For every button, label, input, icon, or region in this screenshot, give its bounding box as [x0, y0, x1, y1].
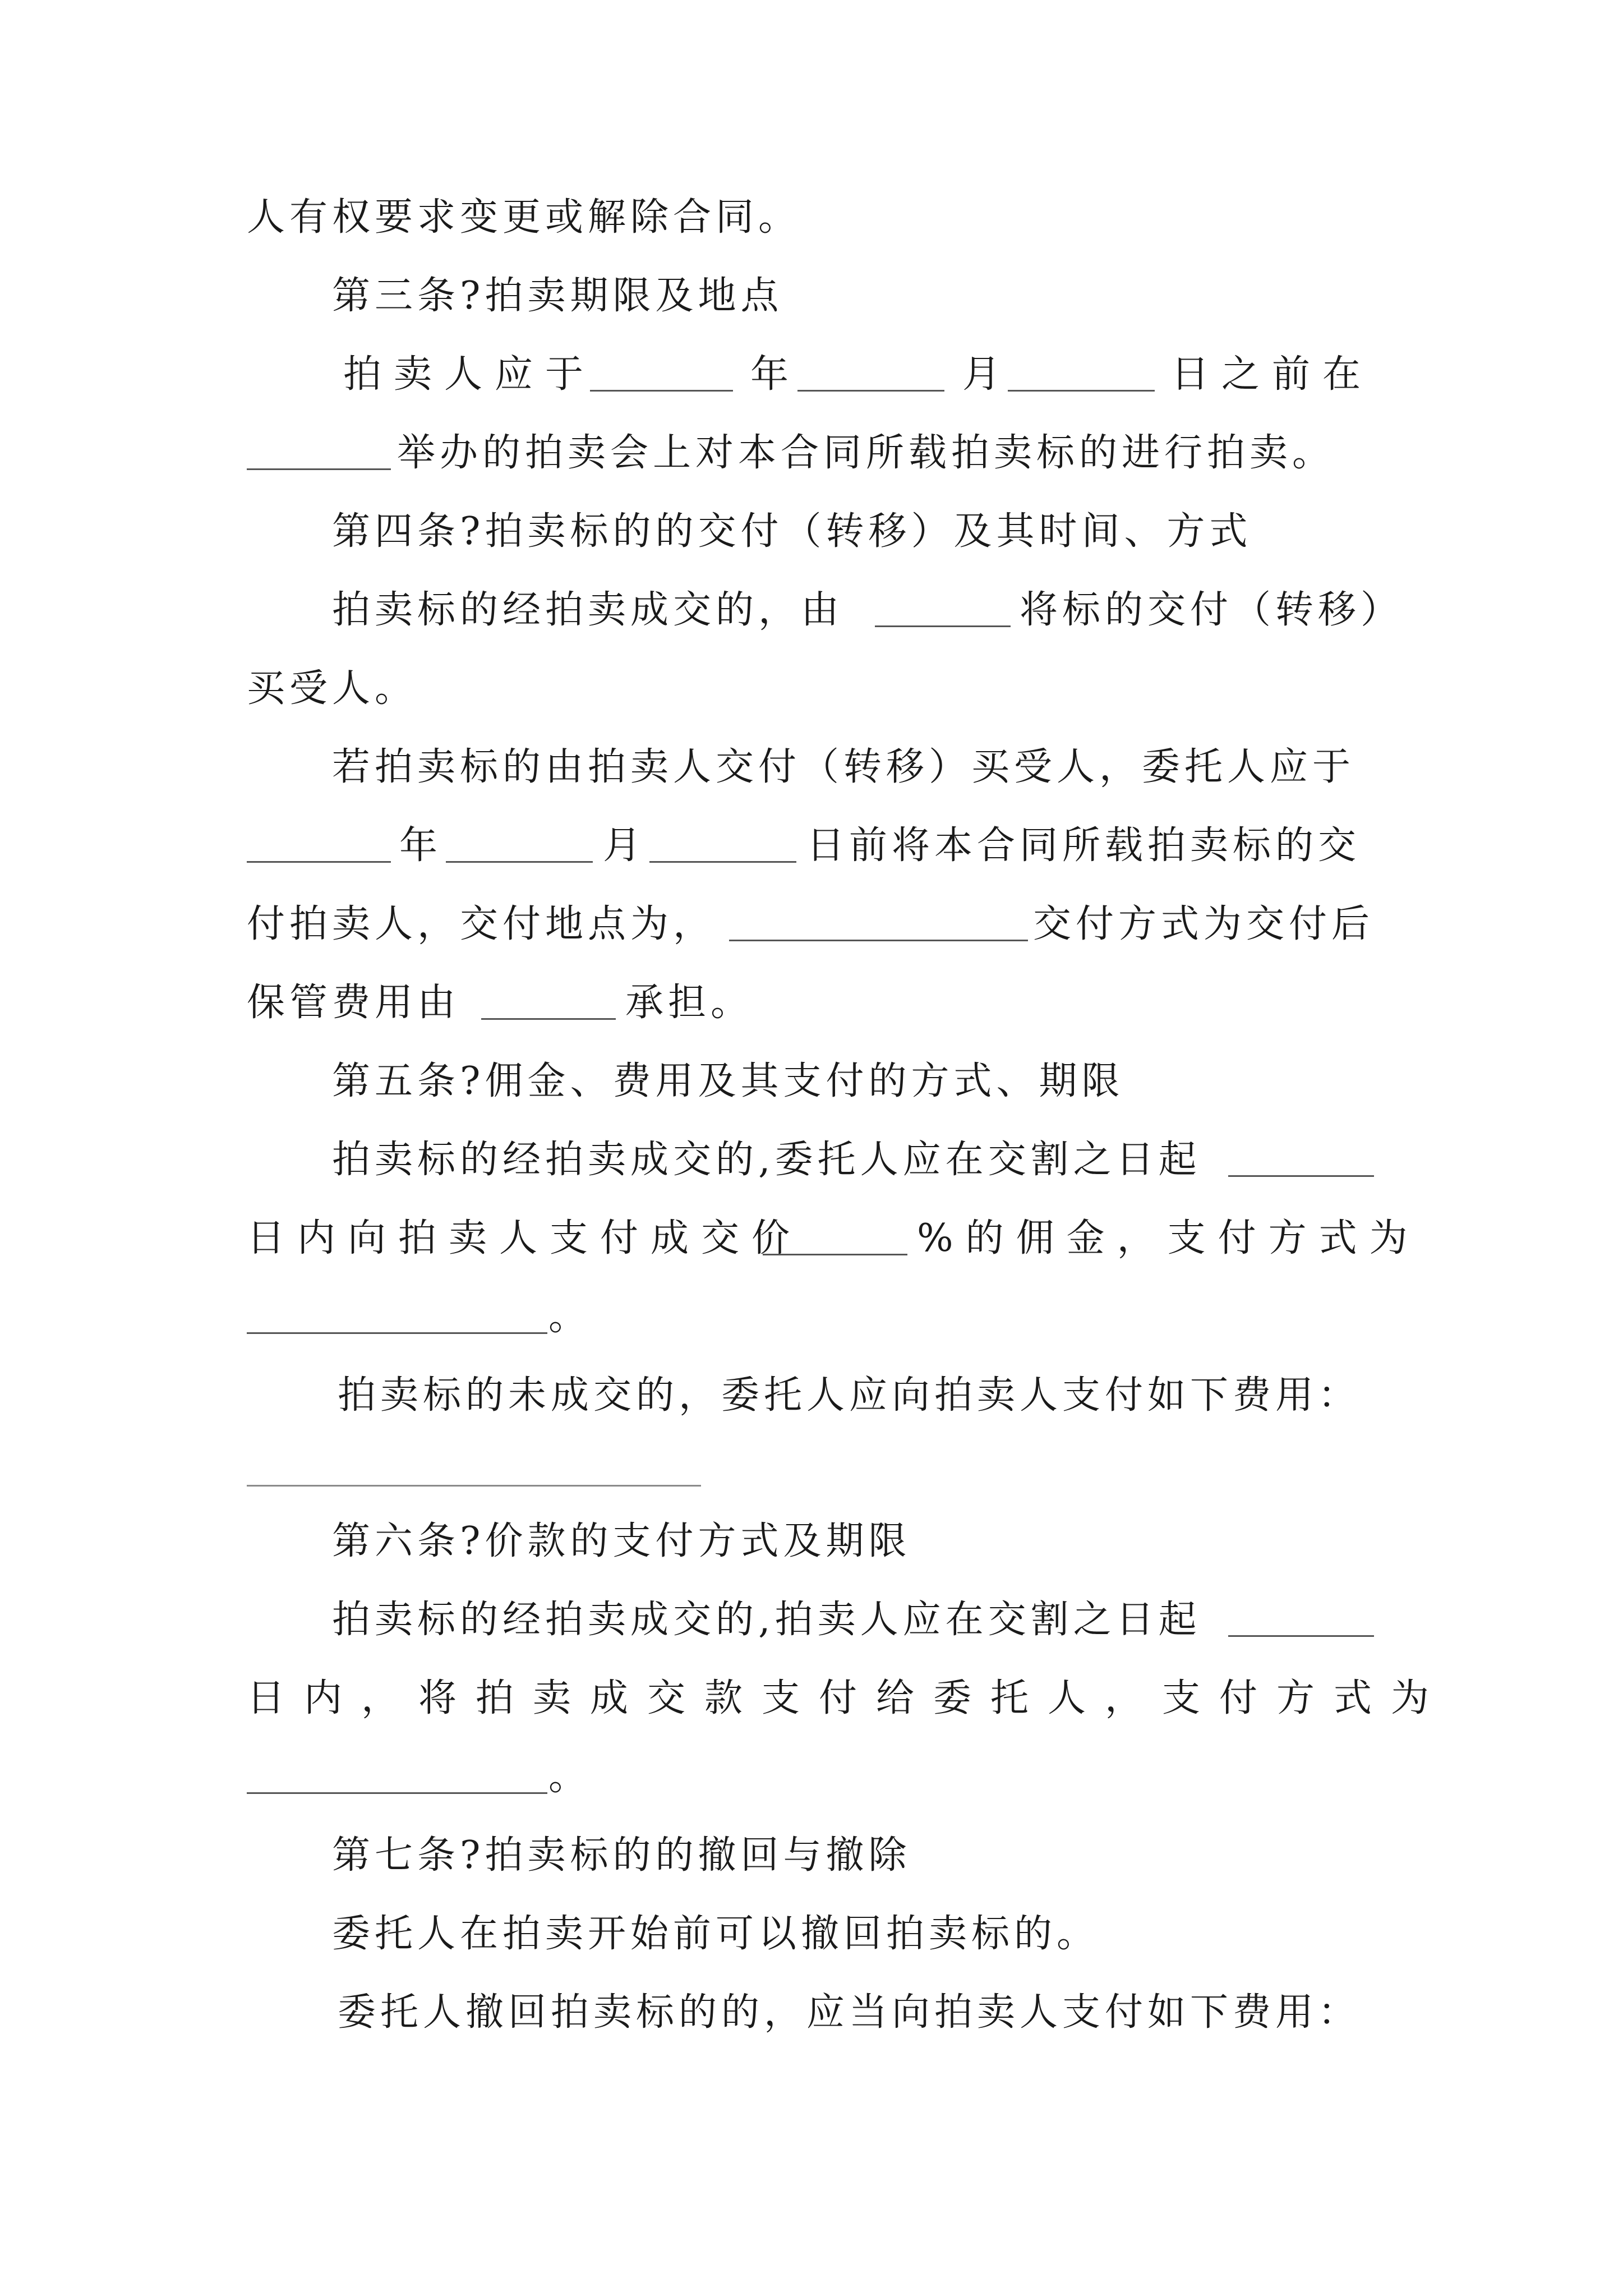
- text-line: [0, 1589, 1623, 1651]
- fill-blank[interactable]: [763, 1254, 907, 1255]
- text-line: [0, 265, 1623, 327]
- paragraph-text: 拍卖标的经拍卖成交的,委托人应在交割之日起: [332, 1138, 1201, 1182]
- text-line: [0, 1051, 1623, 1112]
- paragraph-text: 。: [548, 1755, 592, 1799]
- fill-blank[interactable]: [590, 390, 733, 392]
- paragraph-text: 拍卖人应于: [343, 352, 596, 397]
- text-line: [0, 1286, 1623, 1348]
- paragraph-text: 月: [603, 823, 646, 868]
- fill-blank[interactable]: [1228, 1635, 1374, 1637]
- text-line: [0, 344, 1623, 406]
- article-heading: 第四条?拍卖标的的交付（转移）及其时间、方式: [332, 509, 1252, 554]
- paragraph-text: 承担。: [625, 981, 754, 1025]
- paragraph-text: 付拍卖人，交付地点为，: [247, 902, 716, 946]
- text-line: [0, 1365, 1623, 1427]
- text-line: [0, 579, 1623, 641]
- paragraph-text: 拍卖标的经拍卖成交的,拍卖人应在交割之日起: [332, 1598, 1201, 1642]
- article-heading: 第五条?佣金、费用及其支付的方式、期限: [332, 1059, 1124, 1103]
- article-heading: 第六条?价款的支付方式及期限: [332, 1519, 911, 1563]
- paragraph-text: 拍卖标的未成交的，委托人应向拍卖人支付如下费用：: [338, 1373, 1361, 1418]
- fill-blank[interactable]: [1008, 390, 1155, 392]
- text-line: [0, 1668, 1623, 1729]
- fill-blank[interactable]: [446, 861, 593, 863]
- text-line: [0, 737, 1623, 798]
- paragraph-text: 保管费用由: [247, 981, 460, 1025]
- paragraph-text: 交付方式为交付后: [1033, 902, 1375, 946]
- text-line: [0, 972, 1623, 1034]
- fill-blank[interactable]: [247, 468, 391, 470]
- paragraph-text: 日前将本合同所载拍卖标的交: [806, 823, 1361, 868]
- paragraph-text: 拍卖标的经拍卖成交的，由: [332, 588, 844, 632]
- paragraph-text: 人有权要求变更或解除合同。: [247, 195, 801, 240]
- text-line: [0, 1825, 1623, 1887]
- text-line: [0, 187, 1623, 249]
- fill-blank[interactable]: [875, 625, 1011, 627]
- text-line: [0, 1443, 1623, 1505]
- paragraph-text: 年: [750, 352, 801, 397]
- paragraph-text: %的佣金，支付方式为: [917, 1216, 1420, 1260]
- text-line: [0, 501, 1623, 563]
- fill-blank[interactable]: [797, 390, 944, 392]
- paragraph-text: 日内向拍卖人支付成交价: [247, 1216, 803, 1260]
- article-heading: 第七条?拍卖标的的撤回与撤除: [332, 1833, 911, 1878]
- paragraph-text: 将标的交付（转移）: [1020, 588, 1404, 632]
- paragraph-text: 委托人在拍卖开始前可以撤回拍卖标的。: [332, 1912, 1100, 1956]
- article-heading: 第三条?拍卖期限及地点: [332, 274, 783, 318]
- fill-blank[interactable]: [729, 940, 1028, 941]
- fill-blank[interactable]: [1228, 1175, 1374, 1177]
- text-line: [0, 1903, 1623, 1965]
- text-line: [0, 815, 1623, 877]
- paragraph-text: 若拍卖标的由拍卖人交付（转移）买受人，委托人应于: [332, 745, 1355, 789]
- fill-blank[interactable]: [247, 1485, 701, 1487]
- paragraph-text: 日内，将拍卖成交款支付给委托人，支付方式为: [247, 1676, 1449, 1720]
- fill-blank[interactable]: [247, 1332, 547, 1334]
- fill-blank[interactable]: [247, 861, 391, 863]
- paragraph-text: 日之前在: [1171, 352, 1373, 397]
- paragraph-text: 买受人。: [247, 666, 418, 711]
- text-line: [0, 1511, 1623, 1572]
- text-line: [0, 658, 1623, 720]
- text-line: [0, 1982, 1623, 2044]
- text-line: [0, 1746, 1623, 1808]
- text-line: [0, 1129, 1623, 1191]
- paragraph-text: 年: [399, 823, 442, 868]
- paragraph-text: 举办的拍卖会上对本合同所载拍卖标的进行拍卖。: [397, 431, 1335, 475]
- fill-blank[interactable]: [481, 1018, 616, 1020]
- text-line: [0, 894, 1623, 955]
- text-line: [0, 1208, 1623, 1269]
- fill-blank[interactable]: [247, 1792, 547, 1794]
- paragraph-text: 。: [548, 1295, 592, 1339]
- fill-blank[interactable]: [649, 861, 796, 863]
- text-line: [0, 422, 1623, 484]
- paragraph-text: 委托人撤回拍卖标的的，应当向拍卖人支付如下费用：: [338, 1990, 1361, 2035]
- paragraph-text: 月: [962, 352, 1013, 397]
